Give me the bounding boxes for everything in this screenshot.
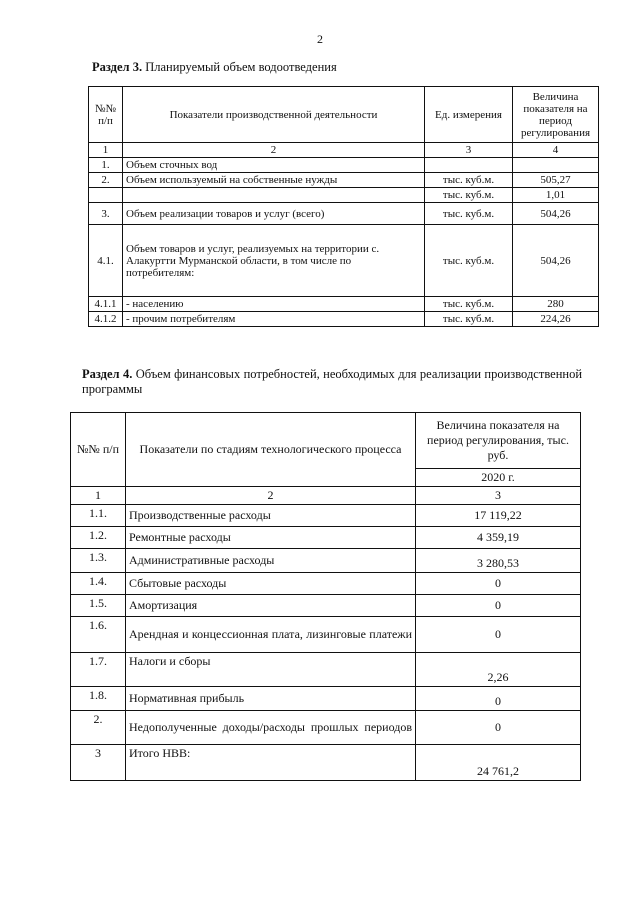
row-value: 24 761,2: [416, 745, 581, 781]
row-indicator: Нормативная прибыль: [126, 687, 416, 711]
row-value: 505,27: [513, 173, 599, 188]
header-indicator: Показатели по стадиям технологического процесса: [126, 413, 416, 487]
row-indicator: Сбытовые расходы: [126, 573, 416, 595]
table-header-row: [71, 413, 581, 469]
row-value: 224,26: [513, 312, 599, 327]
row-value: 0: [416, 573, 581, 595]
row-num: 1.7.: [71, 653, 126, 687]
row-indicator: Объем реализации товаров и услуг (всего): [123, 203, 425, 225]
row-value: 280: [513, 297, 599, 312]
row-value: 0: [416, 617, 581, 653]
row-value: 2,26: [416, 653, 581, 687]
row-indicator: Арендная и концессионная плата, лизинговые платежи: [126, 617, 416, 653]
row-num: 1.4.: [71, 573, 126, 595]
row-value: 0: [416, 595, 581, 617]
row-value: 0: [416, 687, 581, 711]
table-row: [89, 312, 599, 327]
row-unit: тыс. куб.м.: [425, 312, 513, 327]
table-row: [89, 173, 599, 188]
header-num: №№ п/п: [71, 413, 126, 487]
table-row: [71, 653, 581, 687]
row-num: 4.1.2: [89, 312, 123, 327]
row-value: 504,26: [513, 225, 599, 297]
row-num: 3.: [89, 203, 123, 225]
row-indicator: Амортизация: [126, 595, 416, 617]
section3-label: Раздел 3.: [92, 60, 143, 74]
section4-table: [70, 412, 581, 781]
header-year: 2020 г.: [416, 469, 581, 487]
table-header-row: [89, 87, 599, 143]
row-num: 1.3.: [71, 549, 126, 573]
row-value: 1,01: [513, 188, 599, 203]
row-indicator: Налоги и сборы: [126, 653, 416, 687]
row-num: 1.: [89, 158, 123, 173]
row-num: [89, 188, 123, 203]
row-num: 2.: [89, 173, 123, 188]
row-indicator: Итого НВВ:: [126, 745, 416, 781]
col-number: 3: [425, 143, 513, 158]
col-number: 1: [89, 143, 123, 158]
header-value: Величина показателя на период регулирования, тыс. руб.: [416, 413, 581, 469]
row-num: 1.1.: [71, 505, 126, 527]
row-indicator: [123, 188, 425, 203]
row-indicator: Объем сточных вод: [123, 158, 425, 173]
row-num: 1.8.: [71, 687, 126, 711]
page-number: 2: [317, 32, 323, 46]
row-value: 17 119,22: [416, 505, 581, 527]
section4-heading: [82, 367, 582, 397]
header-value: Величина показателя на период регулирования: [513, 87, 599, 143]
table-row: [71, 745, 581, 781]
row-num: 1.6.: [71, 617, 126, 653]
row-num: 3: [71, 745, 126, 781]
col-number: 4: [513, 143, 599, 158]
row-value: 504,26: [513, 203, 599, 225]
col-number: 1: [71, 487, 126, 505]
row-indicator: Административные расходы: [126, 549, 416, 573]
table-row: [89, 188, 599, 203]
row-unit: тыс. куб.м.: [425, 297, 513, 312]
column-number-row: [71, 487, 581, 505]
row-value: [513, 158, 599, 173]
row-num: 1.2.: [71, 527, 126, 549]
table-row: [71, 505, 581, 527]
header-num: №№ п/п: [89, 87, 123, 143]
table-row: [89, 297, 599, 312]
row-unit: тыс. куб.м.: [425, 173, 513, 188]
row-value: 4 359,19: [416, 527, 581, 549]
section4-title: Объем финансовых потребностей, необходимых для реализации производственной программы: [82, 367, 583, 396]
row-num: 4.1.: [89, 225, 123, 297]
col-number: 2: [123, 143, 425, 158]
row-value: 0: [416, 711, 581, 745]
section3-title: Планируемый объем водоотведения: [145, 60, 337, 74]
row-num: 1.5.: [71, 595, 126, 617]
section3-table: [88, 86, 599, 327]
column-number-row: [89, 143, 599, 158]
col-number: 3: [416, 487, 581, 505]
table-row: [71, 595, 581, 617]
row-num: 4.1.1: [89, 297, 123, 312]
table-row: [71, 573, 581, 595]
header-indicator: Показатели производственной деятельности: [123, 87, 425, 143]
row-indicator: - населению: [123, 297, 425, 312]
table-row: [71, 617, 581, 653]
row-indicator: Недополученные доходы/расходы прошлых периодов: [126, 711, 416, 745]
table-row: [89, 225, 599, 297]
table-row: [71, 687, 581, 711]
table-row: [71, 711, 581, 745]
row-unit: тыс. куб.м.: [425, 203, 513, 225]
row-value: 3 280,53: [416, 549, 581, 573]
row-indicator: Ремонтные расходы: [126, 527, 416, 549]
section4-label: Раздел 4.: [82, 367, 133, 381]
table-row: [71, 527, 581, 549]
row-indicator: Производственные расходы: [126, 505, 416, 527]
table-row: [89, 158, 599, 173]
table-row: [71, 549, 581, 573]
row-unit: тыс. куб.м.: [425, 188, 513, 203]
row-num: 2.: [71, 711, 126, 745]
table-row: [89, 203, 599, 225]
col-number: 2: [126, 487, 416, 505]
row-unit: [425, 158, 513, 173]
row-unit: тыс. куб.м.: [425, 225, 513, 297]
section3-heading: [92, 60, 337, 75]
header-unit: Ед. измерения: [425, 87, 513, 143]
row-indicator: Объем используемый на собственные нужды: [123, 173, 425, 188]
row-indicator: - прочим потребителям: [123, 312, 425, 327]
row-indicator: Объем товаров и услуг, реализуемых на территории с. Алакуртти Мурманской области, в том числе по потребителям:: [123, 225, 425, 297]
